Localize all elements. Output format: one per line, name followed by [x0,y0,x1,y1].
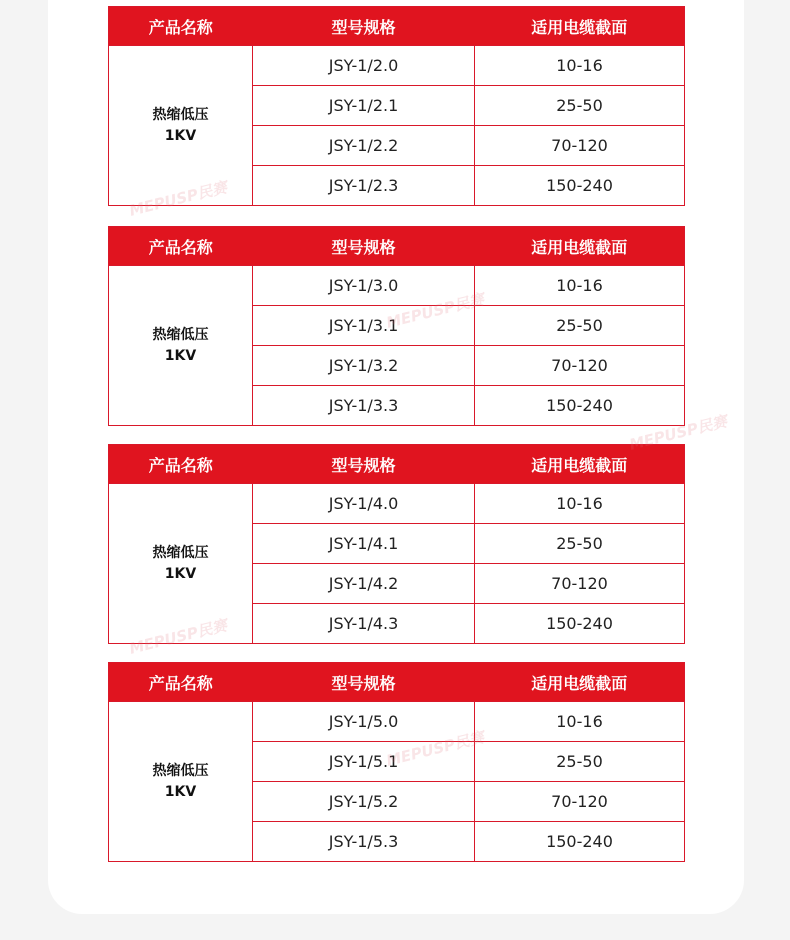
section-cell: 10-16 [475,702,685,742]
section-cell: 150-240 [475,822,685,862]
header-cable-section: 适用电缆截面 [475,445,685,484]
model-cell: JSY-1/4.1 [253,524,475,564]
product-name-line1: 热缩低压 [152,544,209,561]
section-cell: 70-120 [475,126,685,166]
model-cell: JSY-1/4.2 [253,564,475,604]
section-cell: 10-16 [475,46,685,86]
product-name-line1: 热缩低压 [152,762,209,779]
header-model-spec: 型号规格 [253,227,475,266]
section-cell: 70-120 [475,564,685,604]
section-cell: 25-50 [475,306,685,346]
spec-table-3 [108,444,685,644]
section-cell: 70-120 [475,346,685,386]
section-cell: 150-240 [475,166,685,206]
section-cell: 150-240 [475,604,685,644]
model-cell: JSY-1/2.3 [253,166,475,206]
product-name-cell [109,266,253,426]
product-name-cell [109,702,253,862]
table-header-row [109,663,685,702]
model-cell: JSY-1/4.3 [253,604,475,644]
model-cell: JSY-1/5.1 [253,742,475,782]
header-product-name: 产品名称 [109,227,253,266]
model-cell: JSY-1/2.2 [253,126,475,166]
table-row [109,702,685,742]
section-cell: 150-240 [475,386,685,426]
model-cell: JSY-1/5.2 [253,782,475,822]
product-name-line2: 1KV [164,565,197,582]
table-header-row [109,227,685,266]
spec-table-4 [108,662,685,862]
spec-table-2 [108,226,685,426]
header-cable-section: 适用电缆截面 [475,227,685,266]
model-cell: JSY-1/2.0 [253,46,475,86]
section-cell: 25-50 [475,742,685,782]
product-name-cell [109,484,253,644]
model-cell: JSY-1/3.0 [253,266,475,306]
header-cable-section: 适用电缆截面 [475,663,685,702]
model-cell: JSY-1/5.0 [253,702,475,742]
header-model-spec: 型号规格 [253,663,475,702]
header-model-spec: 型号规格 [253,7,475,46]
product-name-line2: 1KV [164,783,197,800]
product-name-line1: 热缩低压 [152,326,209,343]
section-cell: 10-16 [475,266,685,306]
model-cell: JSY-1/5.3 [253,822,475,862]
table-header-row [109,445,685,484]
product-name-cell [109,46,253,206]
product-name-line1: 热缩低压 [152,106,209,123]
header-product-name: 产品名称 [109,7,253,46]
header-model-spec: 型号规格 [253,445,475,484]
product-name-line2: 1KV [164,127,197,144]
model-cell: JSY-1/3.3 [253,386,475,426]
model-cell: JSY-1/3.2 [253,346,475,386]
table-header-row [109,7,685,46]
product-name-line2: 1KV [164,347,197,364]
model-cell: JSY-1/4.0 [253,484,475,524]
section-cell: 25-50 [475,86,685,126]
section-cell: 10-16 [475,484,685,524]
spec-table-1 [108,6,685,206]
table-row [109,46,685,86]
model-cell: JSY-1/2.1 [253,86,475,126]
header-product-name: 产品名称 [109,445,253,484]
section-cell: 70-120 [475,782,685,822]
table-row [109,484,685,524]
table-row [109,266,685,306]
header-product-name: 产品名称 [109,663,253,702]
section-cell: 25-50 [475,524,685,564]
model-cell: JSY-1/3.1 [253,306,475,346]
header-cable-section: 适用电缆截面 [475,7,685,46]
